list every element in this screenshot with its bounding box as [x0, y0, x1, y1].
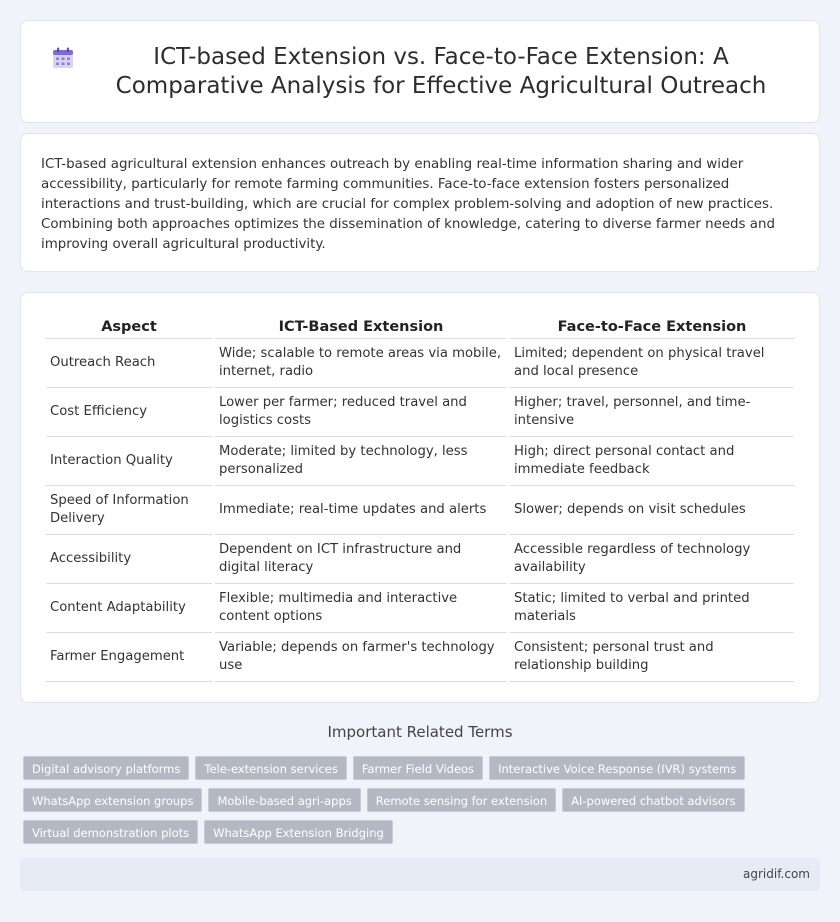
related-term-tag[interactable]: WhatsApp Extension Bridging: [204, 820, 393, 844]
table-header-row: [46, 313, 794, 339]
title-card: [20, 20, 820, 123]
table-row: [46, 584, 794, 633]
table-row: [46, 388, 794, 437]
related-term-tag[interactable]: Digital advisory platforms: [23, 756, 189, 780]
table-row: [46, 633, 794, 682]
related-term-tag[interactable]: WhatsApp extension groups: [23, 788, 202, 812]
table-cell-ict: Moderate; limited by technology, less personalized: [215, 437, 507, 486]
comparison-table-card: [20, 292, 820, 703]
related-term-tag[interactable]: AI-powered chatbot advisors: [562, 788, 745, 812]
table-cell-aspect: Content Adaptability: [46, 584, 212, 633]
table-cell-face-to-face: Static; limited to verbal and printed materials: [510, 584, 794, 633]
table-cell-face-to-face: Consistent; personal trust and relationship building: [510, 633, 794, 682]
table-cell-ict: Wide; scalable to remote areas via mobile, internet, radio: [215, 339, 507, 388]
summary-text: ICT-based agricultural extension enhances outreach by enabling real-time information sharing and wider accessibility, particularly for remote farming communities. Face-to-face extension fosters personalized interactions and trust-building, which are crucial for complex problem-solving and adoption of new practices. Combining both approaches optimizes the dissemination of knowledge, catering to diverse farmer needs and improving overall agricultural productivity.: [41, 157, 775, 252]
related-terms-list: [23, 756, 813, 844]
related-term-tag[interactable]: Farmer Field Videos: [353, 756, 483, 780]
table-cell-face-to-face: High; direct personal contact and immediate feedback: [510, 437, 794, 486]
column-header-ict: ICT-Based Extension: [215, 313, 507, 339]
table-cell-ict: Lower per farmer; reduced travel and logistics costs: [215, 388, 507, 437]
table-row: [46, 437, 794, 486]
table-cell-face-to-face: Higher; travel, personnel, and time-intensive: [510, 388, 794, 437]
related-term-tag[interactable]: Interactive Voice Response (IVR) systems: [489, 756, 745, 780]
page-title: ICT-based Extension vs. Face-to-Face Extension: A Comparative Analysis for Effective Agricultural Outreach: [115, 43, 767, 99]
table-cell-aspect: Speed of Information Delivery: [46, 486, 212, 535]
related-terms-title: Important Related Terms: [327, 723, 513, 741]
column-header-aspect: Aspect: [46, 313, 212, 339]
table-cell-aspect: Outreach Reach: [46, 339, 212, 388]
comparison-table: [43, 313, 797, 682]
table-cell-face-to-face: Accessible regardless of technology availability: [510, 535, 794, 584]
table-cell-ict: Immediate; real-time updates and alerts: [215, 486, 507, 535]
footer: [20, 858, 820, 891]
table-row: [46, 339, 794, 388]
table-cell-aspect: Cost Efficiency: [46, 388, 212, 437]
related-term-tag[interactable]: Remote sensing for extension: [367, 788, 556, 812]
table-cell-ict: Variable; depends on farmer's technology use: [215, 633, 507, 682]
summary-card: [20, 133, 820, 272]
table-cell-face-to-face: Slower; depends on visit schedules: [510, 486, 794, 535]
title-wrap: [21, 21, 819, 122]
table-cell-face-to-face: Limited; dependent on physical travel and local presence: [510, 339, 794, 388]
footer-site-link[interactable]: agridif.com: [743, 867, 810, 881]
table-cell-aspect: Farmer Engagement: [46, 633, 212, 682]
table-row: [46, 486, 794, 535]
table-cell-aspect: Accessibility: [46, 535, 212, 584]
table-row: [46, 535, 794, 584]
table-cell-ict: Flexible; multimedia and interactive content options: [215, 584, 507, 633]
table-cell-ict: Dependent on ICT infrastructure and digital literacy: [215, 535, 507, 584]
table-cell-aspect: Interaction Quality: [46, 437, 212, 486]
calendar-icon: [51, 46, 75, 70]
column-header-face-to-face: Face-to-Face Extension: [510, 313, 794, 339]
related-term-tag[interactable]: Mobile-based agri-apps: [208, 788, 360, 812]
related-term-tag[interactable]: Virtual demonstration plots: [23, 820, 198, 844]
related-term-tag[interactable]: Tele-extension services: [195, 756, 346, 780]
